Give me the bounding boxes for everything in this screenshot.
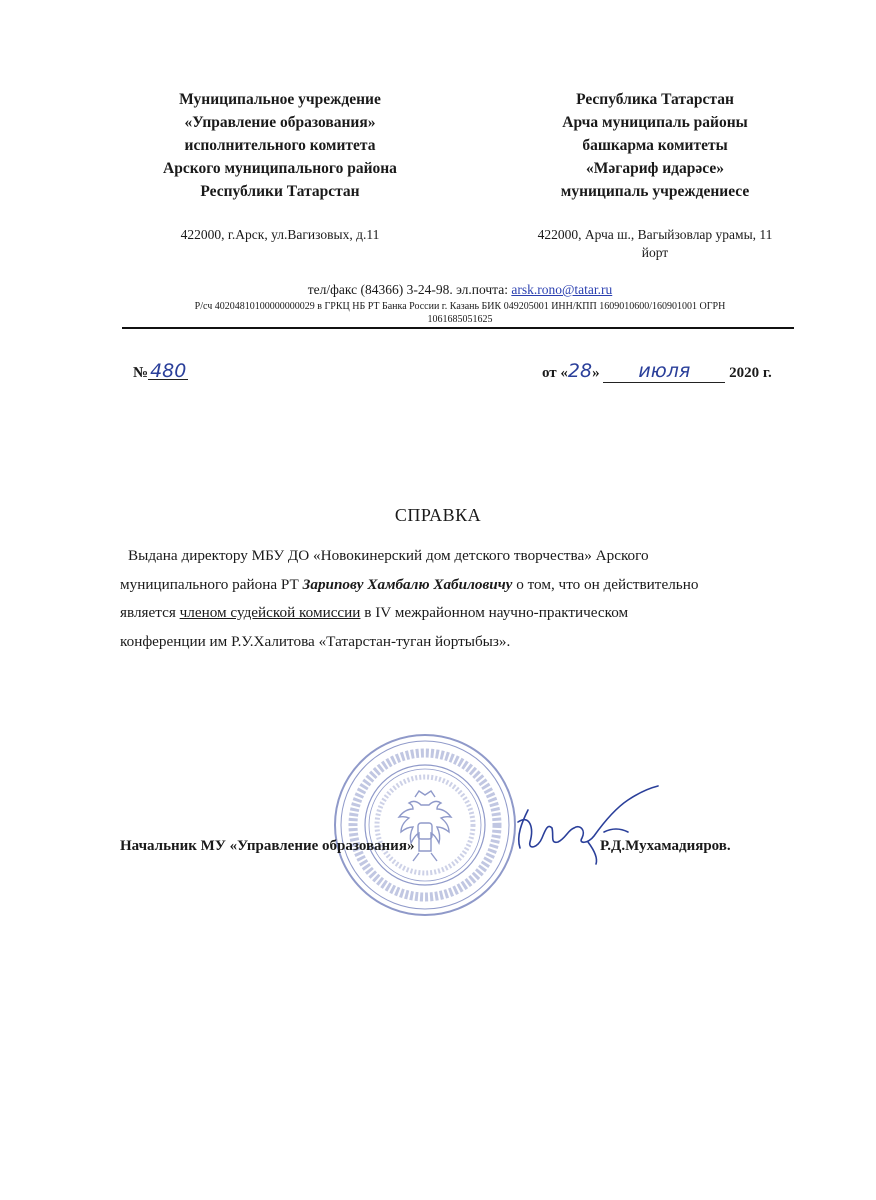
header-line: исполнительного комитета xyxy=(184,137,376,154)
header-line: Арского муниципального района xyxy=(163,160,397,177)
header-line: Республики Татарстан xyxy=(200,183,360,200)
body-line xyxy=(120,628,800,657)
address-line: 422000, Арча ш., Вагыйзовлар урамы, 11 xyxy=(537,227,773,242)
address-russian: 422000, г.Арск, ул.Вагизовых, д.11 xyxy=(180,227,380,242)
day-handwritten: 28 xyxy=(567,360,593,382)
number-handwritten: 480 xyxy=(150,360,187,382)
header-line: Республика Татарстан xyxy=(576,91,734,108)
document-body xyxy=(120,542,800,656)
header-tatar xyxy=(505,88,805,203)
header-line: «Управление образования» xyxy=(184,114,376,131)
phone-label: тел/факс (84366) 3-24-98. эл.почта: xyxy=(307,282,508,297)
month-handwritten: июля xyxy=(638,360,691,382)
recipient-name: Зарипову Хамбалю Хабиловичу xyxy=(302,575,513,593)
contact-line xyxy=(160,282,760,298)
body-text: является xyxy=(120,604,180,621)
bank-details xyxy=(140,300,780,326)
header-line: муниципаль учреждениесе xyxy=(560,183,750,200)
official-stamp-icon xyxy=(330,730,520,920)
bank-line: Р/сч 40204810100000000029 в ГРКЦ НБ РТ Банка России г. Казань БИК 049205001 ИНН/КПП 1609010600/160901001 ОГРН xyxy=(194,301,726,312)
header-line: «Мәгариф идарәсе» xyxy=(586,160,724,177)
header-divider xyxy=(122,327,794,329)
body-text: о том, что он действительно xyxy=(512,575,699,593)
body-text: муниципального района РТ xyxy=(120,575,303,593)
day-suffix: » xyxy=(592,365,600,381)
signatory-role: Начальник МУ «Управление образования» xyxy=(120,838,415,854)
header-line: башкарма комитеты xyxy=(582,137,728,154)
body-line xyxy=(120,599,800,628)
header-line: Муниципальное учреждение xyxy=(179,91,381,108)
header-line: Арча муниципаль районы xyxy=(562,114,748,131)
date-prefix: от « xyxy=(542,365,568,381)
document-title: СПРАВКА xyxy=(394,505,482,525)
recipient-role: членом судейской комиссии xyxy=(179,604,361,621)
address-tatar xyxy=(515,226,795,262)
body-text: в IV межрайонном научно-практическом xyxy=(360,604,629,621)
body-text: конференции им Р.У.Халитова «Татарстан-туган йортыбыз». xyxy=(120,632,511,650)
header-russian xyxy=(135,88,425,203)
number-prefix: № xyxy=(133,365,149,381)
document-number xyxy=(133,360,188,382)
year: 2020 г. xyxy=(729,365,772,381)
address-line: йорт xyxy=(641,245,669,260)
document-date xyxy=(542,360,772,383)
bank-line: 1061685051625 xyxy=(427,314,493,325)
body-line xyxy=(120,542,800,571)
body-text: Выдана директору МБУ ДО «Новокинерский дом детского творчества» Арского xyxy=(128,547,649,564)
month-field xyxy=(603,360,725,383)
body-line xyxy=(120,571,800,600)
email-link[interactable]: arsk.rono@tatar.ru xyxy=(511,282,613,297)
signatory-name: Р.Д.Мухамадияров. xyxy=(600,838,731,854)
